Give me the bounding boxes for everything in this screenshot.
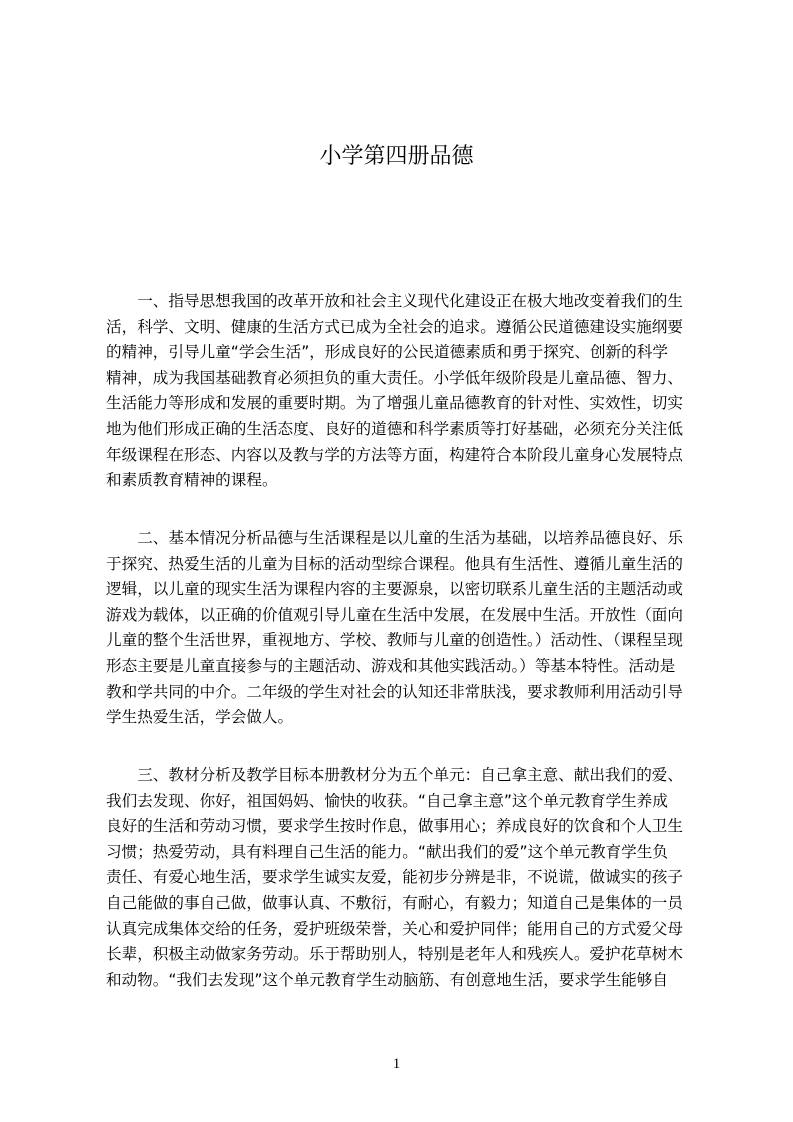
text-line: 学生热爱生活，学会做人。	[106, 708, 294, 727]
paragraph-textbook-analysis	[106, 763, 700, 993]
text-line: 于探究、热爱生活的儿童为目标的活动型综合课程。他具有生活性、遵循儿童生活的	[106, 554, 683, 573]
text-line: 一、指导思想我国的改革开放和社会主义现代化建设正在极大地改变着我们的生	[106, 292, 683, 310]
text-line: 的精神，引导儿童“学会生活”，形成良好的公民道德素质和勇于探究、创新的科学	[106, 343, 668, 362]
document-title: 小学第四册品德	[319, 144, 474, 169]
text-line: 精神，成为我国基础教育必须担负的重大责任。小学低年级阶段是儿童品德、智力、	[106, 368, 683, 387]
text-line: 儿童的整个生活世界，重视地方、学校、教师与儿童的创造性。）活动性、（课程呈现	[106, 631, 683, 650]
text-line: 教和学共同的中介。二年级的学生对社会的认知还非常肤浅，要求教师利用活动引导	[106, 682, 683, 701]
text-line: 活，科学、文明、健康的生活方式已成为全社会的追求。遵循公民道德建设实施纲要	[106, 317, 683, 336]
text-line: 形态主要是儿童直接参与的主题活动、游戏和其他实践活动。）等基本特性。活动是	[106, 656, 676, 675]
text-line: 我们去发现、你好，祖国妈妈、愉快的收获。“自己拿主意”这个单元教育学生养成	[106, 791, 668, 810]
text-line: 地为他们形成正确的生活态度、良好的道德和科学素质等打好基础，必须充分关注低	[106, 419, 683, 438]
text-line: 生活能力等形成和发展的重要时期。为了增强儿童品德教育的针对性、实效性，切实	[106, 394, 683, 413]
text-line: 自己能做的事自己做，做事认真、不敷衍，有耐心，有毅力；知道自己是集体的一员	[106, 893, 683, 912]
page-number: 1	[392, 1056, 401, 1072]
text-line: 良好的生活和劳动习惯，要求学生按时作息，做事用心；养成良好的饮食和个人卫生	[106, 817, 683, 836]
text-line: 二、基本情况分析品德与生活课程是以儿童的生活为基础，以培养品德良好、乐	[106, 529, 683, 547]
text-line: 责任、有爱心地生活，要求学生诚实友爱，能初步分辨是非，不说谎，做诚实的孩子	[106, 868, 683, 887]
text-line: 习惯；热爱劳动，具有料理自己生活的能力。“献出我们的爱”这个单元教育学生负	[106, 842, 668, 861]
paragraph-guiding-ideology	[106, 289, 700, 494]
text-line: 年级课程在形态、内容以及教与学的方法等方面，构建符合本阶段儿童身心发展特点	[106, 445, 683, 464]
text-line: 认真完成集体交给的任务，爱护班级荣誉，关心和爱护同伴；能用自己的方式爱父母	[106, 919, 683, 938]
text-line: 长辈，积极主动做家务劳动。乐于帮助别人，特别是老年人和残疾人。爱护花草树木	[106, 945, 683, 964]
text-line: 三、教材分析及教学目标本册教材分为五个单元：自己拿主意、献出我们的爱、	[106, 766, 683, 784]
text-line: 逻辑，以儿童的现实生活为课程内容的主要源泉，以密切联系儿童生活的主题活动或	[106, 580, 683, 599]
text-line: 和动物。“我们去发现”这个单元教育学生动脑筋、有创意地生活，要求学生能够自	[106, 970, 668, 989]
text-line: 游戏为载体，以正确的价值观引导儿童在生活中发展，在发展中生活。开放性（面向	[106, 605, 683, 624]
paragraph-situation-analysis	[106, 526, 700, 731]
text-line: 和素质教育精神的课程。	[106, 471, 278, 490]
